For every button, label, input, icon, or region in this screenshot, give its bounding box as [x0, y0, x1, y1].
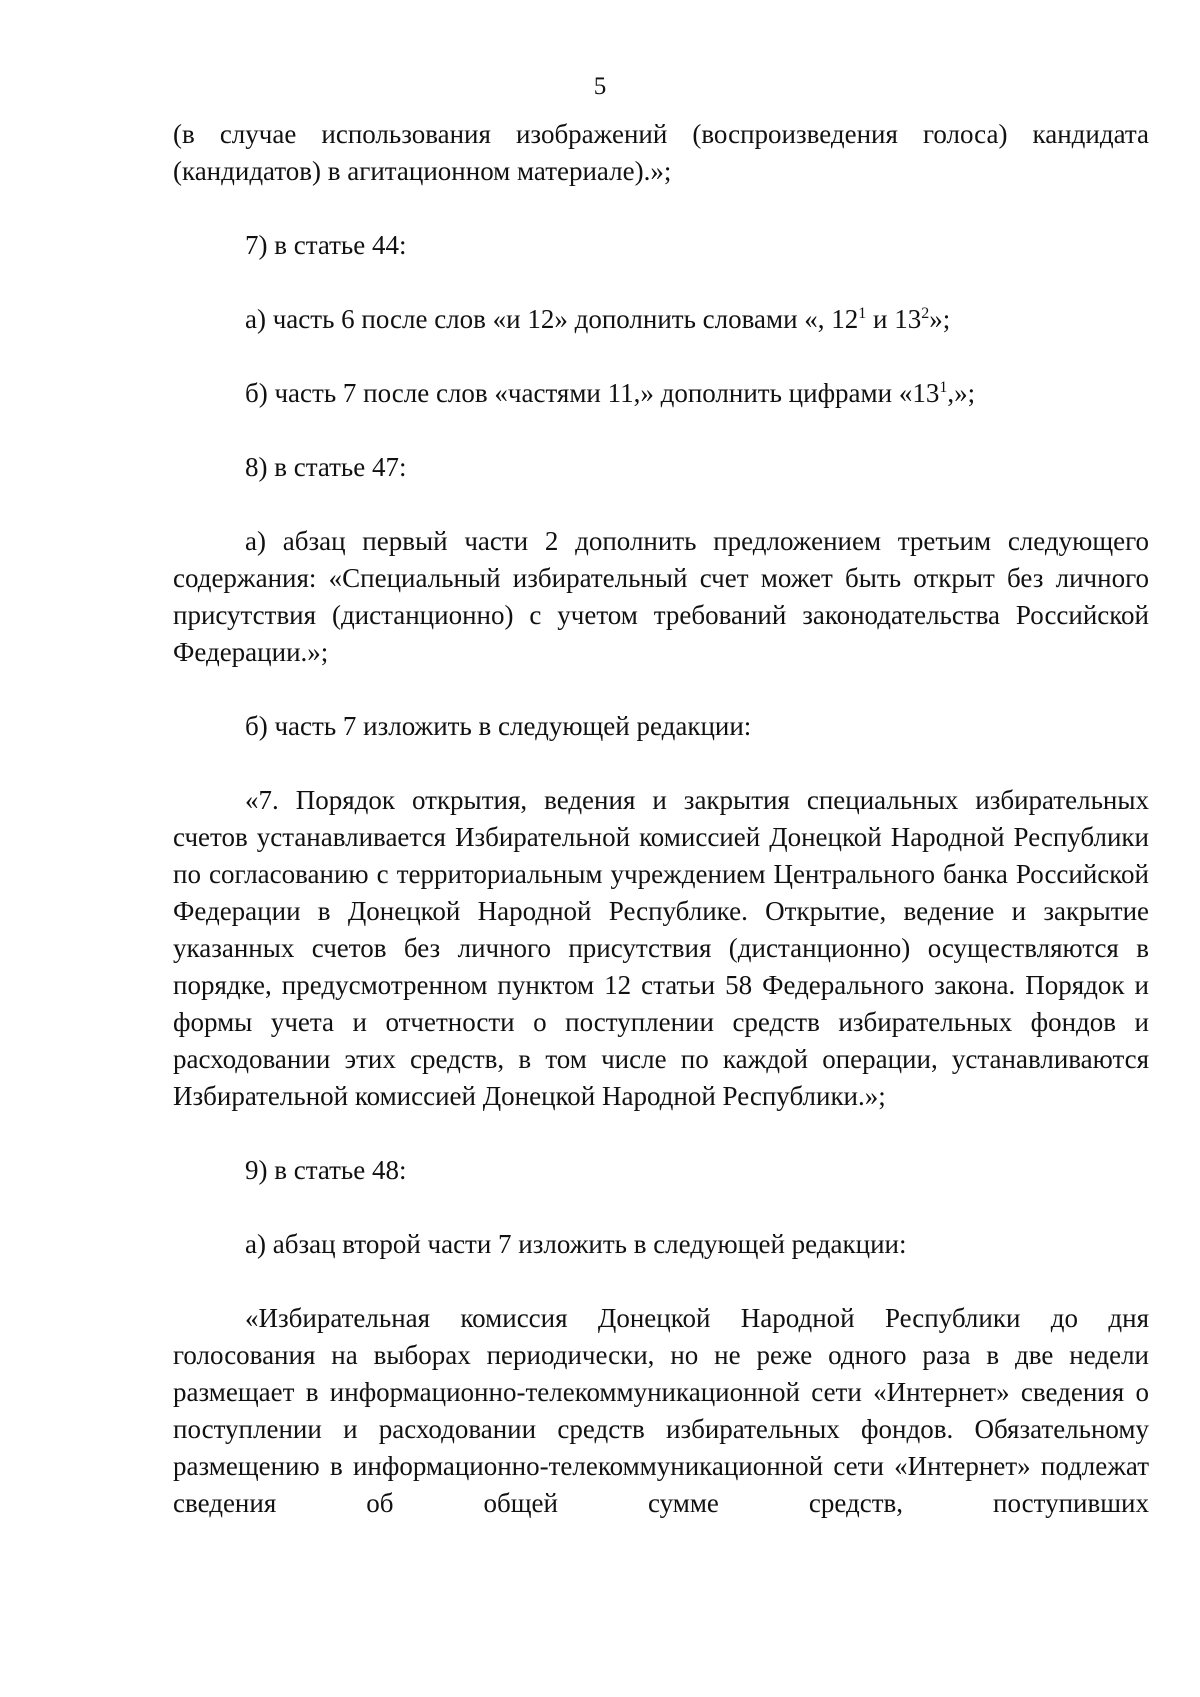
paragraph-item-8: 8) в статье 47: [245, 452, 407, 482]
superscript: 2 [921, 305, 930, 322]
paragraph-text: а) часть 6 после слов «и 12» дополнить словами «, 12 [245, 304, 859, 334]
paragraph-item-7a [173, 301, 1149, 338]
paragraph-continuation: (в случае использования изображений (воспроизведения голоса) кандидата (кандидатов) в агитационном материале).»; [173, 119, 1149, 186]
superscript: 1 [939, 379, 948, 396]
paragraph-quoted-part-7: «7. Порядок открытия, ведения и закрытия специальных избирательных счетов устанавливается Избирательной комиссией Донецкой Народной Республики по согласованию с территориальным учреждением Центрального банка Российской Федерации в Донецкой Народной Республике. Открытие, ведение и закрытие указанных счетов без личного присутствия (дистанционно) осуществляются в порядке, предусмотренном пунктом 12 статьи 58 Федерального закона. Порядок и формы учета и отчетности о поступлении средств избирательных фондов и расходовании этих средств, в том числе по каждой операции, устанавливаются Избирательной комиссией Донецкой Народной Республики.»; [173, 785, 1149, 1111]
page-number: 5 [593, 73, 607, 100]
paragraph-quoted-abzac: «Избирательная комиссия Донецкой Народной Республики до дня голосования на выборах периодически, но не реже одного раза в две недели размещает в информационно-телекоммуникационной сети «Интернет» сведения о поступлении и расходовании средств избирательных фондов. Обязательному размещению в информационно-телекоммуникационной сети «Интернет» подлежат сведения об общей сумме средств, поступивших [173, 1303, 1149, 1518]
superscript: 1 [858, 305, 867, 322]
paragraph-text: ,»; [947, 378, 976, 408]
document-body [173, 116, 1149, 1522]
paragraph-item-7: 7) в статье 44: [245, 230, 407, 260]
paragraph-item-8a: а) абзац первый части 2 дополнить предложением третьим следующего содержания: «Специальный избирательный счет может быть открыт без личного присутствия (дистанционно) с учетом требований законодательства Российской Федерации.»; [173, 526, 1149, 667]
paragraph-text: б) часть 7 после слов «частями 11,» дополнить цифрами «13 [245, 378, 940, 408]
paragraph-item-9: 9) в статье 48: [245, 1155, 407, 1185]
paragraph-item-9a: а) абзац второй части 7 изложить в следующей редакции: [245, 1229, 907, 1259]
paragraph-text: и 13 [866, 304, 922, 334]
paragraph-text: »; [929, 304, 951, 334]
paragraph-item-8b: б) часть 7 изложить в следующей редакции: [245, 711, 752, 741]
paragraph-item-7b [173, 375, 1149, 412]
